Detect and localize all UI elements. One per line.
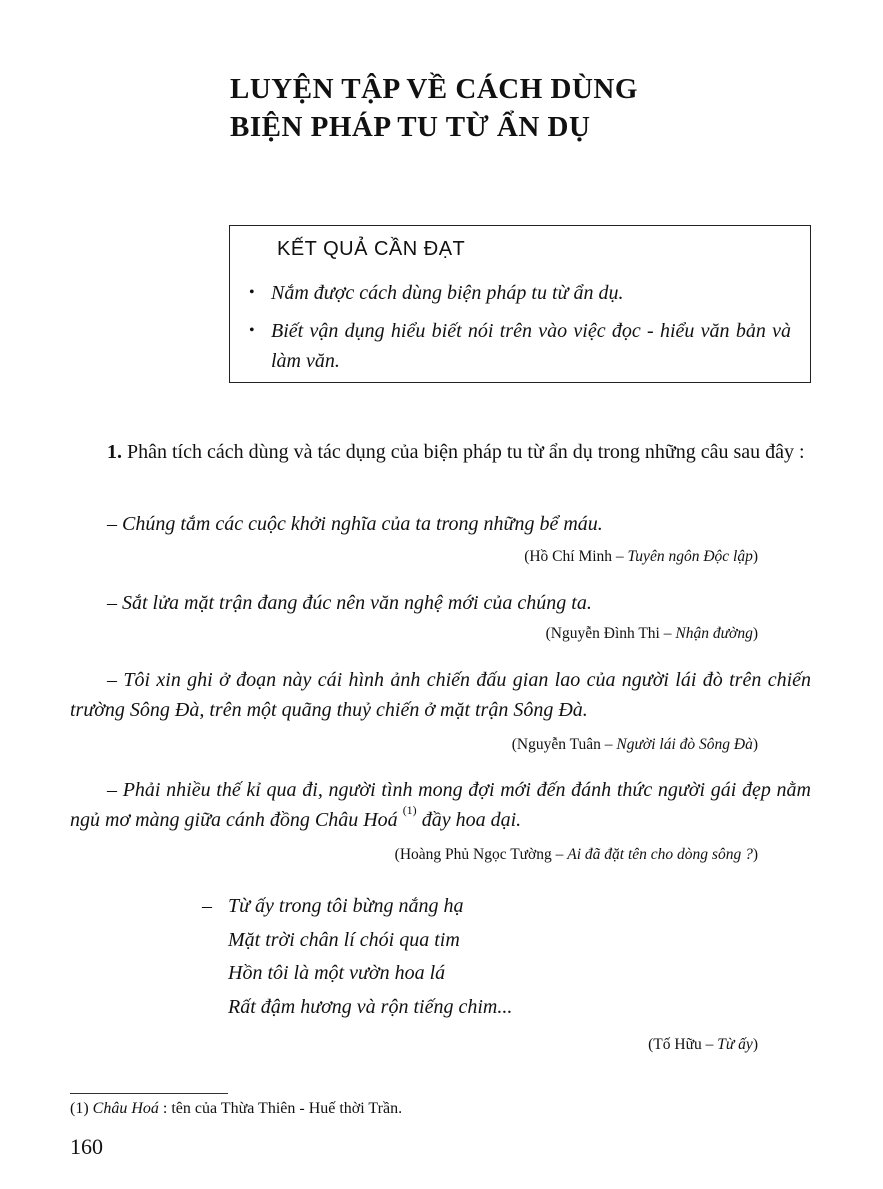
- poem-line: Từ ấy trong tôi bừng nắng hạ: [228, 895, 464, 917]
- footnote-divider: [70, 1093, 228, 1094]
- quote-text: Phải nhiều thế kỉ qua đi, người tình mong đợi mới đến đánh thức người gái đẹp nằm ngủ mơ màng giữa cánh đồng Châu Hoá: [70, 779, 812, 831]
- bullet-icon: •: [249, 284, 255, 301]
- source-author: Nguyễn Đình Thi –: [550, 625, 676, 642]
- example-quote-4: [70, 775, 811, 835]
- quote-source-1: (Hồ Chí Minh – Tuyên ngôn Độc lập): [524, 548, 758, 565]
- example-quote-1: [70, 509, 811, 539]
- poem-dash: –: [202, 895, 212, 917]
- quote-text-end: đầy hoa dại.: [416, 809, 522, 831]
- page-number: 160: [70, 1134, 103, 1159]
- learning-outcome-item: [249, 316, 791, 376]
- footnote-term: Châu Hoá: [92, 1100, 159, 1117]
- quote-dash: –: [107, 513, 122, 535]
- learning-outcome-text: Nắm được cách dùng biện pháp tu từ ẩn dụ.: [271, 282, 624, 304]
- learning-outcomes-heading: KẾT QUẢ CẦN ĐẠT: [277, 238, 466, 260]
- footnote-marker: (1): [402, 803, 417, 817]
- page-title-line-2: BIỆN PHÁP TU TỪ ẨN DỤ: [230, 111, 591, 143]
- poem-line: Rất đậm hương và rộn tiếng chim...: [228, 995, 513, 1018]
- learning-outcome-text: Biết vận dụng hiểu biết nói trên vào việc đọc - hiểu văn bản và làm văn.: [271, 320, 791, 372]
- quote-text: Sắt lửa mặt trận đang đúc nên văn nghệ mới của chúng ta.: [122, 592, 592, 614]
- exercise-1-prompt: [70, 437, 811, 467]
- source-author: Hồ Chí Minh –: [529, 548, 628, 565]
- poem-source: (Tố Hữu – Từ ấy): [648, 1036, 758, 1053]
- quote-dash: –: [107, 592, 122, 614]
- exercise-number: 1.: [107, 441, 122, 463]
- quote-text: Tôi xin ghi ở đoạn này cái hình ảnh chiến đấu gian lao của người lái đò trên chiến trường Sông Đà, trên một quãng thuỷ chiến ở mặt trận Sông Đà.: [70, 669, 812, 721]
- source-author: Nguyễn Tuân –: [516, 736, 617, 753]
- source-work: Tuyên ngôn Độc lập: [627, 548, 753, 565]
- source-work: Ai đã đặt tên cho dòng sông ?: [567, 846, 753, 863]
- footnote-text: : tên của Thừa Thiên - Huế thời Trần.: [158, 1100, 403, 1117]
- example-quote-2: [70, 588, 811, 618]
- footnote-number: (1): [70, 1100, 93, 1117]
- quote-source-2: (Nguyễn Đình Thi – Nhận đường): [545, 625, 758, 642]
- poem-excerpt: [202, 890, 512, 1024]
- source-author: Tố Hữu –: [653, 1036, 718, 1053]
- poem-line: Hồn tôi là một vườn hoa lá: [228, 962, 446, 984]
- source-work: Người lái đò Sông Đà: [616, 736, 753, 753]
- quote-dash: –: [107, 669, 124, 691]
- page-title-line-1: LUYỆN TẬP VỀ CÁCH DÙNG: [230, 73, 638, 105]
- source-author: Hoàng Phủ Ngọc Tường –: [399, 846, 568, 863]
- source-work: Từ ấy: [717, 1036, 753, 1053]
- source-work: Nhận đường: [675, 625, 753, 642]
- quote-text: Chúng tắm các cuộc khởi nghĩa của ta trong những bể máu.: [122, 513, 603, 535]
- exercise-prompt-text: Phân tích cách dùng và tác dụng của biện pháp tu từ ẩn dụ trong những câu sau đây :: [122, 441, 805, 463]
- quote-dash: –: [107, 779, 123, 801]
- footnote: [70, 1100, 402, 1118]
- bullet-icon: •: [249, 322, 255, 339]
- quote-source-3: (Nguyễn Tuân – Người lái đò Sông Đà): [511, 736, 758, 753]
- page-title: [230, 70, 638, 146]
- quote-source-4: (Hoàng Phủ Ngọc Tường – Ai đã đặt tên cho dòng sông ?): [394, 846, 758, 863]
- example-quote-3: [70, 665, 811, 725]
- learning-outcome-item: [249, 278, 791, 308]
- poem-line: Mặt trời chân lí chói qua tim: [228, 928, 460, 951]
